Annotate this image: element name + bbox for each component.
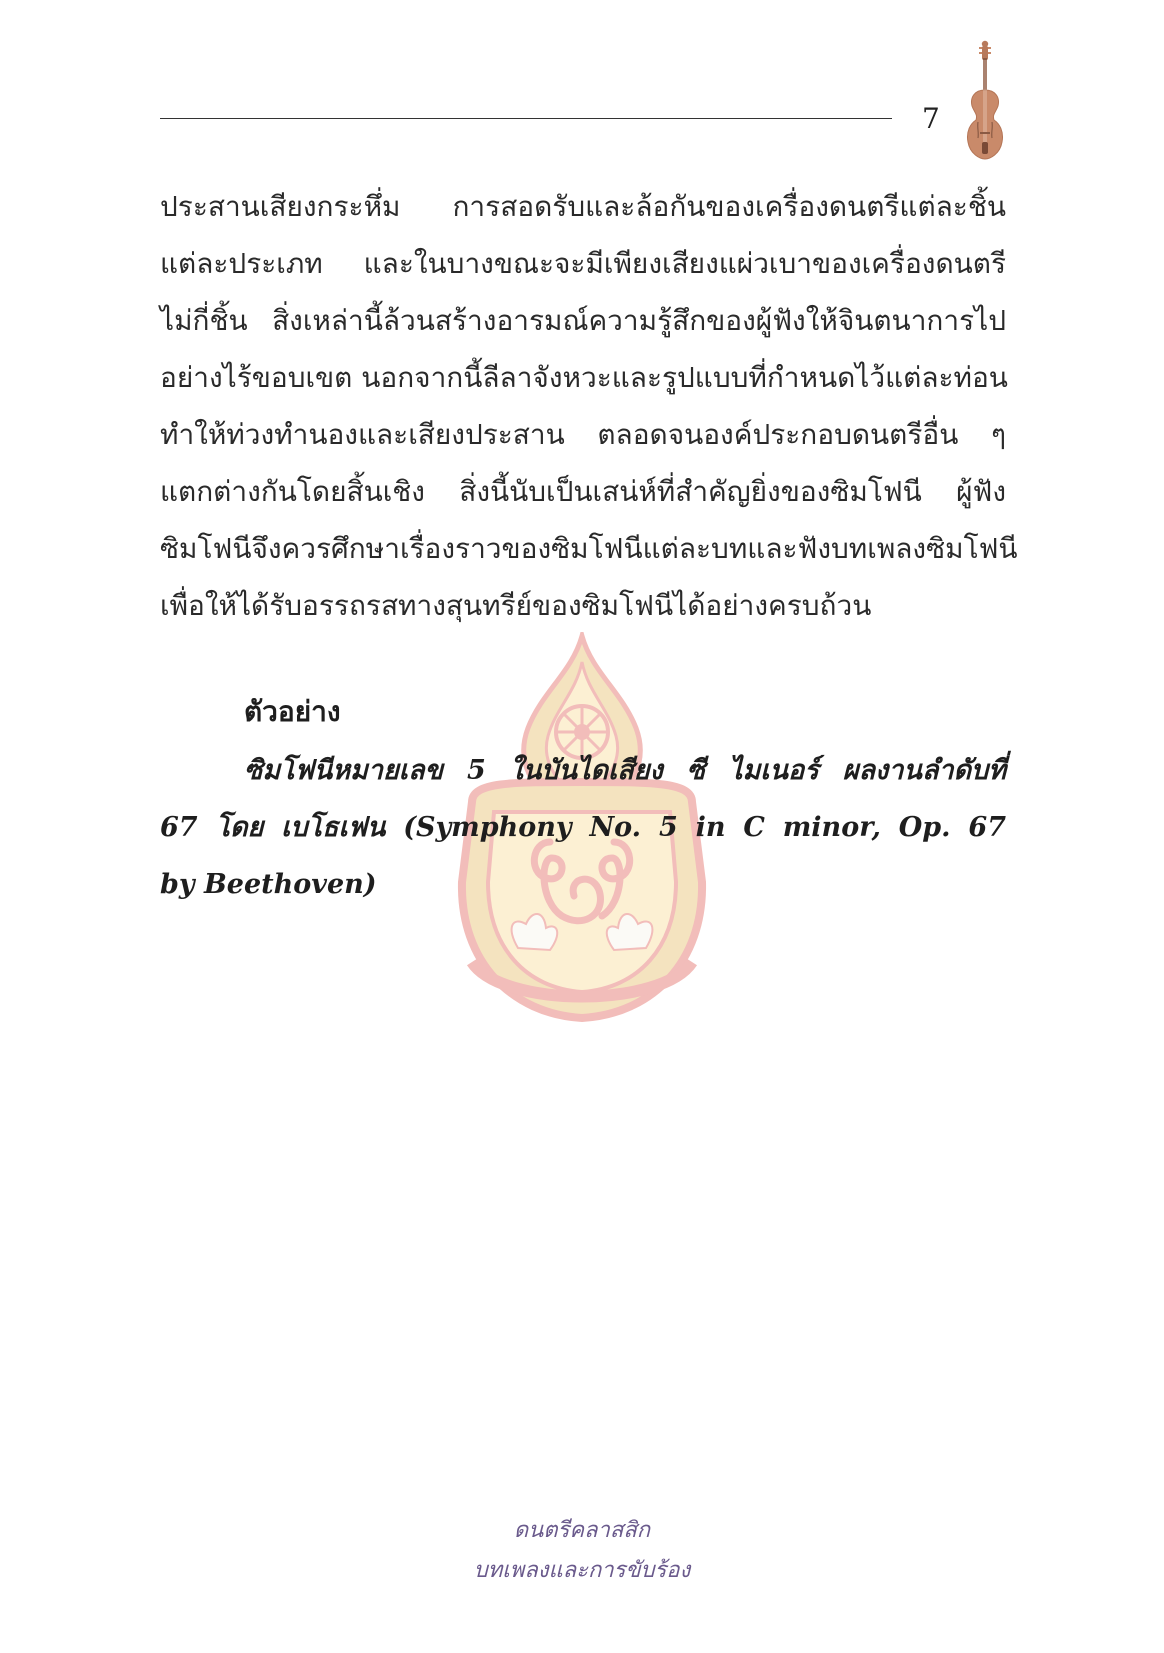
body-line: เพื่อให้ได้รับอรรถรสทางสุนทรีย์ของซิมโฟนีได้อย่างครบถ้วน [160, 589, 872, 622]
body-line: แตกต่างกันโดยสิ้นเชิง สิ่งนี้นับเป็นเสน่ห์ที่สำคัญยิ่งของซิมโฟนี ผู้ฟัง [160, 475, 1006, 508]
body-line: ทำให้ท่วงทำนองและเสียงประสาน ตลอดจนองค์ประกอบดนตรีอื่น ๆ [160, 418, 1006, 451]
body-line: อย่างไร้ขอบเขต นอกจากนี้ลีลาจังหวะและรูปแบบที่กำหนดไว้แต่ละท่อน [160, 361, 1008, 394]
body-line: ไม่กี่ชิ้น สิ่งเหล่านี้ล้วนสร้างอารมณ์ความรู้สึกของผู้ฟังให้จินตนาการไป [160, 304, 1006, 337]
page-number: 7 [922, 102, 940, 135]
example-heading: ตัวอย่าง [244, 695, 341, 728]
example-line: by Beethoven) [160, 869, 377, 900]
footer-title: ดนตรีคลาสสิก [513, 1518, 651, 1543]
footer-subtitle: บทเพลงและการขับร้อง [473, 1558, 691, 1583]
example-block [160, 742, 1006, 913]
body-line: แต่ละประเภท และในบางขณะจะมีเพียงเสียงแผ่วเบาของเครื่องดนตรี [160, 247, 1006, 280]
violin-icon [958, 38, 1012, 162]
example-line: ซิมโฟนีหมายเลข 5 ในบันไดเสียง ซี ไมเนอร์ ผลงานลำดับที่ [244, 755, 1006, 786]
body-paragraph [160, 178, 1018, 634]
body-line: ประสานเสียงกระหึ่ม การสอดรับและล้อกันของเครื่องดนตรีแต่ละชิ้น [160, 190, 1006, 223]
example-line: 67 โดย เบโธเฟน (Symphony No. 5 in C minor, Op. 67 [160, 812, 1006, 843]
body-line: ซิมโฟนีจึงควรศึกษาเรื่องราวของซิมโฟนีแต่ละบทและฟังบทเพลงซิมโฟนี [160, 532, 1018, 565]
header-rule [160, 118, 892, 119]
